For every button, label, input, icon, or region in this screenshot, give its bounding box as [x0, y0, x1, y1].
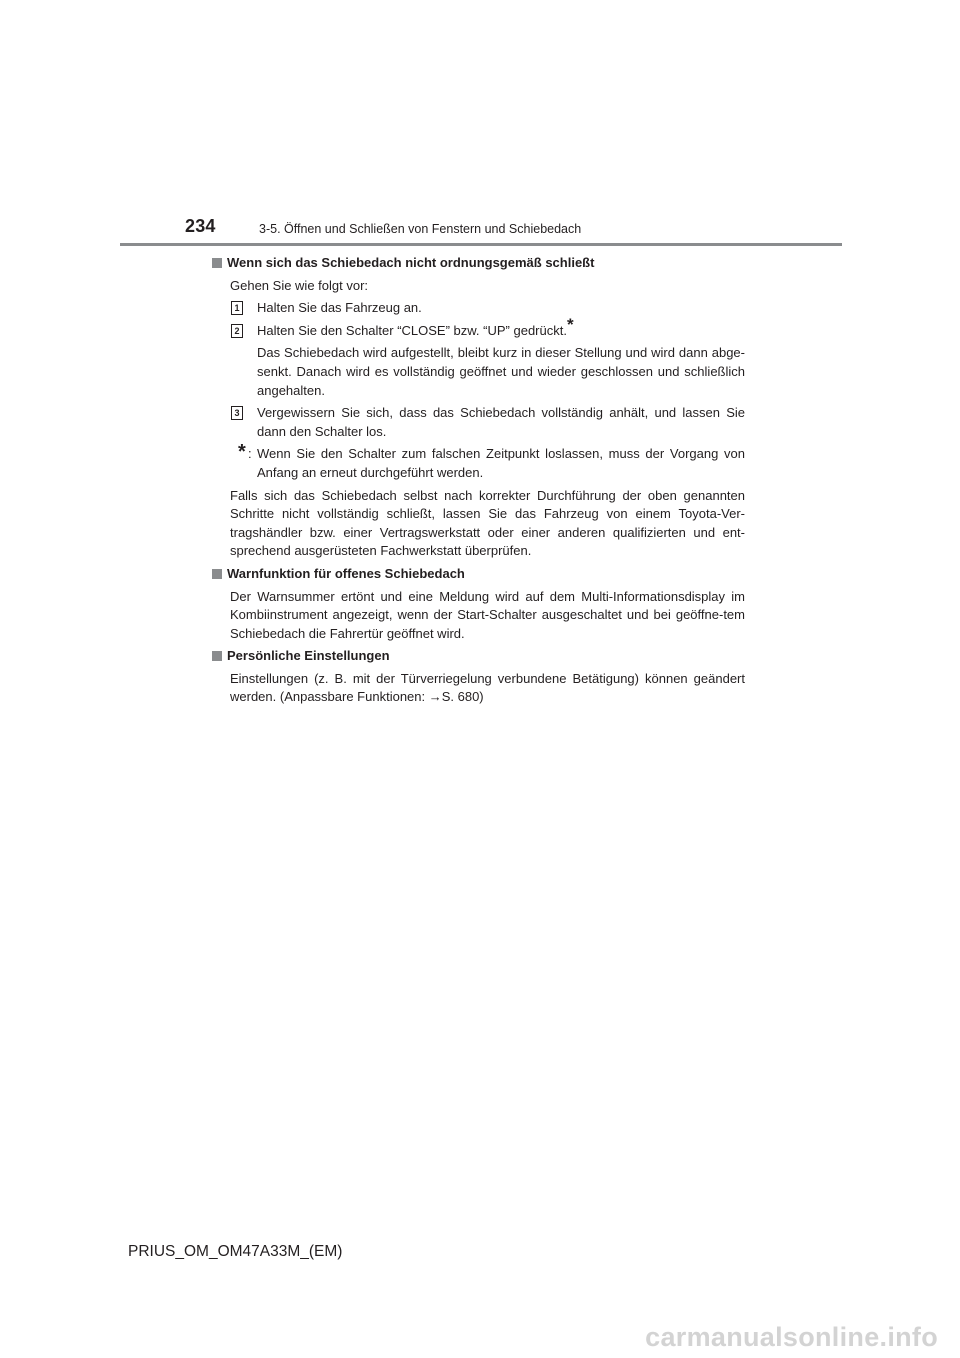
asterisk-marker: * — [566, 314, 574, 334]
section-heading-open-sunroof-warning — [212, 565, 745, 584]
footnote-asterisk: * — [238, 441, 246, 464]
closing-paragraph: Falls sich das Schiebedach selbst nach korrekter Durchführung der oben genannten Schritte nicht vollständig schließt, lassen Sie das Fahrzeug von einem Toyota-Ver-tragshändler bzw. einer Vertragswerkstatt oder einer anderen qualifizierten und ent-sprechend ausgerüsteten Fachwerkstatt überprüfen. — [230, 487, 745, 559]
step-2-detail: Das Schiebedach wird aufgestellt, bleibt kurz in dieser Stellung und wird dann abge-senkt. Danach wird es vollständig geöffnet und wieder geschlossen und schließlich angehalten. — [257, 345, 745, 398]
step-text: Halten Sie das Fahrzeug an. — [257, 300, 422, 316]
settings-paragraph: Einstellungen (z. B. mit der Türverriegelung verbundene Betätigung) können geändert werden. (Anpassbare Funktionen: →S. 680) — [230, 670, 745, 705]
step-1 — [230, 299, 745, 318]
section-heading-sunroof-not-closing — [212, 254, 745, 273]
intro-text: Gehen Sie wie folgt vor: — [230, 277, 369, 293]
gray-square-bullet-icon — [212, 569, 222, 579]
section-heading-personal-settings — [212, 647, 745, 666]
footnote-colon: : — [248, 446, 252, 462]
warning-paragraph: Der Warnsummer ertönt und eine Meldung wird auf dem Multi-Informationsdisplay im Kombiinstrument angezeigt, wenn der Start-Schalter ausgeschaltet und bei geöffne-tem Schiebedach die Fahrertür geöffnet wird. — [230, 588, 745, 641]
step-number-box: 1 — [231, 301, 243, 315]
gray-square-bullet-icon — [212, 651, 222, 661]
heading-text: Wenn sich das Schiebedach nicht ordnungsgemäß schließt — [227, 255, 595, 270]
step-text: Vergewissern Sie sich, dass das Schiebedach vollständig anhält, und lassen Sie dann den Schalter los. — [257, 405, 745, 439]
gray-square-bullet-icon — [212, 258, 222, 268]
step-number-box: 2 — [231, 324, 243, 338]
heading-text: Warnfunktion für offenes Schiebedach — [227, 565, 465, 581]
step-3 — [230, 404, 745, 441]
section-title: 3-5. Öffnen und Schließen von Fenstern und Schiebedach — [259, 222, 582, 236]
step-text: Halten Sie den Schalter “CLOSE” bzw. “UP” gedrückt. — [257, 322, 567, 338]
document-code: PRIUS_OM_OM47A33M_(EM) — [128, 1243, 343, 1260]
watermark: carmanualsonline.info — [645, 1322, 938, 1352]
page-content — [212, 254, 745, 711]
page-number: 234 — [185, 216, 216, 236]
heading-text: Persönliche Einstellungen — [227, 648, 390, 664]
step-2 — [230, 314, 745, 341]
footnote — [230, 441, 745, 482]
header-divider — [120, 243, 842, 246]
step-number-box: 3 — [231, 406, 243, 420]
footnote-text: Wenn Sie den Schalter zum falschen Zeitpunkt loslassen, muss der Vorgang von Anfang an erneut durchgeführt werden. — [257, 446, 745, 480]
